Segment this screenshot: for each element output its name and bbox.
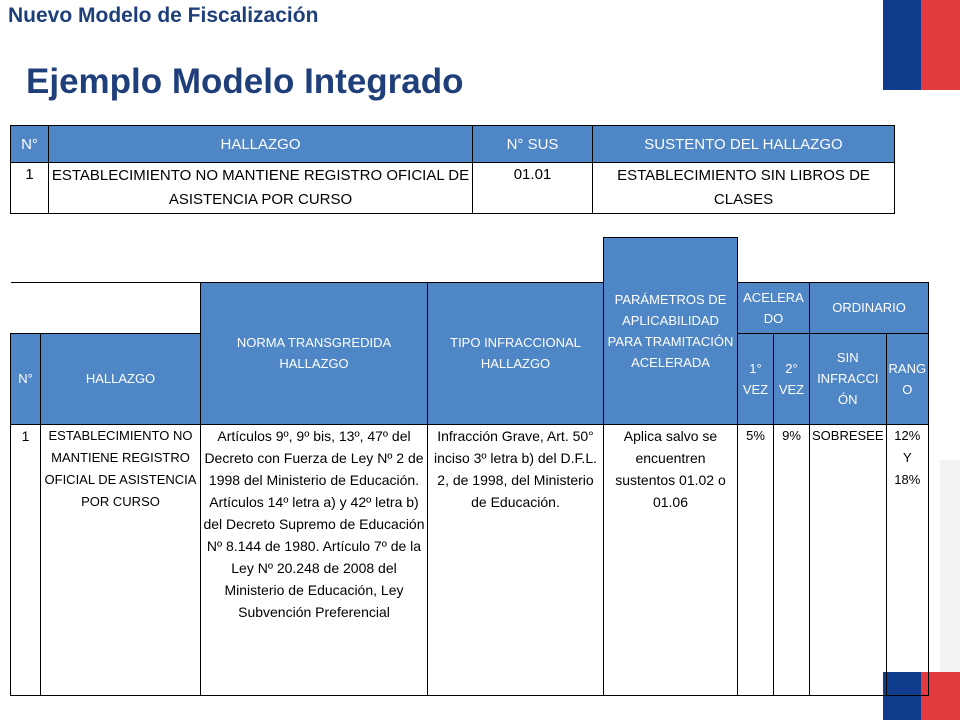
cell-n: 1 xyxy=(11,163,49,214)
cell-rango: 12% Y 18% xyxy=(886,424,929,695)
summary-table xyxy=(10,125,895,214)
header-vez1: 1° VEZ xyxy=(738,333,774,424)
cell-sin-infraccion: SOBRESEE xyxy=(810,424,887,695)
header-n: N° xyxy=(11,126,49,163)
header-sin-infraccion: SIN INFRACCI ÓN xyxy=(810,333,887,424)
cell-sustento: ESTABLECIMIENTO SIN LIBROS DE CLASES xyxy=(593,163,895,214)
header-hallazgo: HALLAZGO xyxy=(49,126,473,163)
side-band xyxy=(940,460,960,672)
cell-n: 1 xyxy=(11,424,41,695)
header-vez2: 2° VEZ xyxy=(774,333,810,424)
cell-n-sus: 01.01 xyxy=(473,163,593,214)
header-n: N° xyxy=(11,333,41,424)
blank-header xyxy=(11,238,604,283)
header-sustento: SUSTENTO DEL HALLAZGO xyxy=(593,126,895,163)
cell-parametros: Aplica salvo se encuentren sustentos 01.02 o 01.06 xyxy=(604,424,738,695)
header-acelerado: ACELERA DO xyxy=(738,282,810,333)
header-rango: RANG O xyxy=(886,333,929,424)
header-n-sus: N° SUS xyxy=(473,126,593,163)
header-hallazgo: HALLAZGO xyxy=(41,333,201,424)
table-header-row xyxy=(11,126,895,163)
header-ordinario: ORDINARIO xyxy=(810,282,929,333)
cell-norma: Artículos 9º, 9º bis, 13º, 47º del Decreto con Fuerza de Ley Nº 2 de 1998 del Ministerio de Educación. Artículos 14º letra a) y 42º letra b) del Decreto Supremo de Educación Nº 8.144 de 1980. Artículo 7º de la Ley Nº 20.248 de 2008 del Ministerio de Educación, Ley Subvención Preferencial xyxy=(201,424,428,695)
cell-vez1: 5% xyxy=(738,424,774,695)
header-tipo: TIPO INFRACCIONAL HALLAZGO xyxy=(428,282,604,424)
blank-header-left xyxy=(11,282,201,333)
cell-hallazgo: ESTABLECIMIENTO NO MANTIENE REGISTRO OFICIAL DE ASISTENCIA POR CURSO xyxy=(49,163,473,214)
cell-vez2: 9% xyxy=(774,424,810,695)
blank-header-right xyxy=(738,238,929,283)
page-title: Ejemplo Modelo Integrado xyxy=(26,62,464,101)
section-subtitle: Nuevo Modelo de Fiscalización xyxy=(8,4,319,27)
cell-tipo: Infracción Grave, Art. 50° inciso 3º letra b) del D.F.L. 2, de 1998, del Ministerio de Educación. xyxy=(428,424,604,695)
table-row xyxy=(11,163,895,214)
table-row xyxy=(11,424,929,695)
header-parametros: PARÁMETROS DE APLICABILIDAD PARA TRAMITACIÓN ACELERADA xyxy=(604,238,738,425)
flag-red-stripe xyxy=(921,0,960,90)
cell-hallazgo: ESTABLECIMIENTO NO MANTIENE REGISTRO OFICIAL DE ASISTENCIA POR CURSO xyxy=(41,424,201,695)
flag-blue-stripe xyxy=(883,0,921,90)
detail-table xyxy=(10,237,929,696)
header-norma: NORMA TRANSGREDIDA HALLAZGO xyxy=(201,282,428,424)
flag-logo xyxy=(883,0,960,90)
